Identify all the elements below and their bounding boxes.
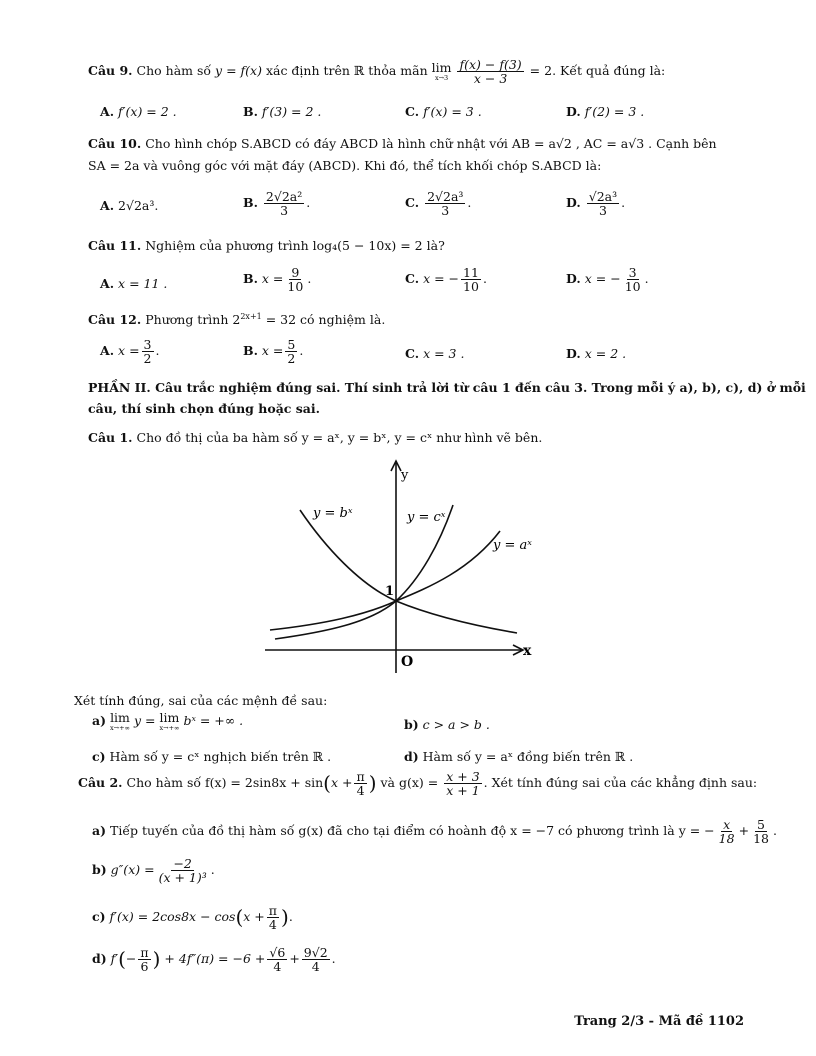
q9-stem [88, 58, 665, 85]
item-key: a) [92, 713, 107, 728]
item-key: a) [92, 823, 107, 839]
item-f: f′ [110, 951, 119, 967]
q9-equals: = 2 [529, 63, 553, 79]
frac-den: 10 [287, 279, 304, 295]
p2q1-text: Cho đồ thị của ba hàm số y = aˣ, y = bˣ, y = cˣ như hình vẽ bên. [136, 430, 543, 445]
q10-option-d[interactable]: D. $\frac{\text{√2a³}}{3}$ . [566, 189, 626, 219]
p2q1-stem [88, 430, 542, 445]
frac-den: 10 [463, 279, 479, 295]
option-key: A. [100, 104, 115, 119]
item-key: b) [404, 717, 419, 732]
item-text: c > a > b . [422, 717, 490, 732]
q11-text: Nghiệm của phương trình log₄(5 − 10x) = 2 là? [145, 238, 445, 253]
option-key: B. [243, 104, 258, 119]
q10-option-a[interactable] [100, 198, 158, 213]
frac-den: 4 [356, 783, 365, 799]
q12-label: Câu 12. [88, 312, 142, 327]
frac-num: π [140, 945, 149, 960]
frac-sqrt6-4 [267, 946, 287, 973]
lim-sub: x→+∞ [159, 723, 180, 732]
option-key: C. [405, 271, 420, 287]
item-a-tail: bˣ = +∞ . [183, 713, 244, 728]
q12-option-d[interactable] [566, 346, 626, 361]
q9-option-a[interactable] [100, 104, 177, 119]
p2q1-item-b[interactable] [404, 717, 490, 732]
frac-den: 3 [441, 203, 450, 219]
frac-den: 18 [753, 831, 769, 847]
frac-num: 3 [143, 337, 152, 352]
p2q2-text-before: Cho hàm số f(x) = 2sin8x + sin [126, 775, 324, 791]
curve-c [275, 505, 453, 639]
frac-num: x + 3 [446, 769, 480, 784]
intercept-label: 1 [385, 584, 395, 599]
curve-b [300, 510, 517, 633]
option-fraction [587, 190, 619, 217]
option-text: f′(x) = 3 . [423, 104, 482, 119]
frac-den: 18 [718, 831, 735, 847]
frac-den: 3 [598, 203, 607, 219]
option-key: C. [405, 104, 420, 119]
option-fraction [142, 338, 154, 365]
option-text: x = 11 . [118, 276, 168, 291]
frac-den: 4 [311, 959, 320, 975]
q12-option-a[interactable]: A. x = $\frac{3}{2}$ . [100, 337, 160, 367]
p2q2-item-c[interactable]: c) f′(x) = 2cos8x − cos(x + $\frac{\pi}{4}$ ). [92, 903, 293, 933]
option-text: f′(x) = 2 . [118, 104, 177, 119]
p2q2-item-a[interactable]: a) Tiếp tuyến của đồ thị hàm số g(x) đã cho tại điểm có hoành độ x = −7 có phương trình là y = − $\frac{x}{18}$ + $\frac{5}{18}$ . [92, 817, 777, 847]
q10-option-b[interactable]: B. $\frac{\text{2√2a²}}{3}$ . [243, 189, 311, 219]
p2q2-text-after: . Xét tính đúng sai của các khẳng định sau: [483, 775, 758, 791]
q11-option-d[interactable]: D. x = − $\frac{3}{10}$ . [566, 265, 649, 295]
pi-over-6 [138, 946, 150, 973]
item-text: Tiếp tuyến của đồ thị hàm số g(x) đã cho tại điểm có hoành độ x = −7 có phương trình là y = − [110, 823, 715, 839]
option-prefix: x = [118, 343, 140, 359]
q11-option-a[interactable] [100, 276, 167, 291]
frac-x-18 [717, 818, 737, 845]
curve-b-label: y = bˣ [313, 506, 353, 521]
option-fraction [425, 190, 465, 217]
plus: + [289, 951, 300, 967]
frac-den: 4 [268, 917, 277, 933]
paren-open: ( [235, 905, 244, 930]
option-fraction [461, 266, 481, 293]
option-text: f′(2) = 3 . [584, 104, 645, 119]
frac-num: π [356, 769, 365, 784]
origin-label: O [401, 654, 414, 670]
q11-stem [88, 238, 445, 253]
q12-stem [88, 312, 385, 327]
q9-label: Câu 9. [88, 63, 133, 79]
curve-a [270, 531, 500, 630]
pi-over-4 [354, 770, 366, 797]
frac-num: π [268, 903, 277, 918]
option-prefix: x = − [584, 271, 621, 287]
frac-num: 9 [291, 265, 300, 280]
frac-den: 3 [280, 203, 289, 219]
frac-den: 4 [273, 959, 282, 975]
q9-option-b[interactable] [243, 104, 321, 119]
q9-lim-sub: x→3 [434, 73, 449, 82]
q9-option-d[interactable] [566, 104, 644, 119]
paren-close: ) [368, 771, 377, 796]
option-fraction [623, 266, 643, 293]
option-fraction [285, 266, 305, 293]
q9-limit [432, 62, 452, 81]
q9-den: x − 3 [473, 71, 508, 87]
frac-num: 11 [463, 265, 479, 280]
q12-option-b[interactable]: B. x = $\frac{5}{2}$ . [243, 337, 304, 367]
item-a-limit2 [159, 712, 179, 731]
q9-text-mid: xác định trên ℝ thỏa mãn [265, 63, 428, 79]
option-key: B. [243, 343, 258, 359]
p2q2-stem [78, 770, 757, 797]
q12-text-before: Phương trình [145, 312, 229, 327]
q9-text-before: Cho hàm số [136, 63, 212, 79]
item-text: f′(x) = 2cos8x − cos [109, 909, 236, 925]
p2q2-and: và g(x) = [380, 775, 439, 791]
paren-open: ( [118, 947, 126, 972]
frac-den: 10 [624, 279, 641, 295]
q11-option-b[interactable]: B. x = $\frac{9}{10}$ . [243, 265, 312, 295]
p2q2-arg: x + [330, 775, 353, 791]
frac-num: −2 [173, 856, 192, 871]
item-key: c) [92, 749, 106, 764]
item-key: d) [92, 951, 107, 967]
y-axis-label: y [401, 468, 409, 483]
q12-exp: 2x+1 [240, 312, 262, 321]
p2q2-item-d[interactable]: d) f′(− $\frac{\pi}{6}$ ) + 4f″(π) = −6 + $\frac{√6}{4}$ + $\frac{9√2}{4}$ . [92, 945, 336, 975]
p2q1-item-c[interactable] [92, 749, 331, 764]
lim-word: lim [159, 710, 180, 725]
x-axis-label: x [523, 643, 532, 659]
q10-option-c[interactable]: C. $\frac{\text{2√2a³}}{3}$ . [405, 189, 472, 219]
option-key: A. [100, 276, 115, 291]
p2q1-item-d[interactable] [404, 749, 633, 764]
q9-option-c[interactable] [405, 104, 482, 119]
option-text: 2√2a³. [118, 198, 159, 213]
option-text: x = 3 . [423, 346, 465, 361]
item-text: Hàm số y = aˣ đồng biến trên ℝ . [422, 749, 634, 764]
option-text: f′(3) = 2 . [261, 104, 322, 119]
plus: + [738, 823, 750, 839]
option-fraction [264, 190, 304, 217]
frac-den: 6 [140, 959, 149, 975]
paren-close: ) [281, 905, 289, 930]
frac-num: x [723, 817, 731, 832]
option-key: A. [100, 198, 115, 213]
p2q2-item-b[interactable]: b) g″(x) = $\frac{-2}{\text{(x + 1)³}}$ . [92, 856, 215, 886]
q12-base: 2 [232, 312, 241, 327]
curve-c-label: y = cˣ [407, 510, 446, 525]
part2-heading-line1: PHẦN II. Câu trắc nghiệm đúng sai. Thí sinh trả lời từ câu 1 đến câu 3. Trong mỗi ý a), b), c), d) ở mỗi [88, 380, 806, 395]
q9-num: f(x) − f(3) [459, 57, 522, 72]
frac-9sqrt2-4 [302, 946, 330, 973]
q12-option-c[interactable] [405, 346, 464, 361]
q10-line1 [88, 136, 717, 151]
item-mid: + 4f″(π) = −6 + [164, 951, 266, 967]
q12-text-after: = 32 có nghiệm là. [265, 312, 386, 327]
p2q1-label: Câu 1. [88, 430, 133, 445]
frac-num: 9√2 [303, 945, 328, 960]
frac-den: (x + 1)³ [158, 870, 207, 886]
frac-den: 2 [287, 351, 296, 367]
option-prefix: x = − [423, 271, 460, 287]
q9-func: y = f(x) [215, 63, 262, 79]
option-key: D. [566, 271, 581, 287]
lim-sub: x→+∞ [110, 723, 130, 732]
frac-num: 5 [287, 337, 296, 352]
option-key: B. [243, 271, 258, 287]
lim-word: lim [110, 710, 130, 725]
curve-a-label: y = aˣ [493, 538, 532, 553]
option-prefix: x = [261, 271, 284, 287]
option-text: x = 2 . [584, 346, 627, 361]
frac-num: 2√2a³ [427, 189, 464, 204]
q11-option-c[interactable]: C. x = − $\frac{11}{10}$ . [405, 265, 487, 295]
item-key: b) [92, 862, 107, 878]
option-fraction [285, 338, 297, 365]
frac-den: x + 1 [446, 783, 480, 799]
q9-fraction [457, 58, 523, 85]
g-fraction [444, 770, 481, 797]
p2q1-item-a[interactable] [92, 712, 243, 731]
frac-5-18 [751, 818, 771, 845]
q11-label: Câu 11. [88, 238, 142, 253]
item-a-mid: y = [133, 713, 156, 728]
p2q2-label: Câu 2. [78, 775, 123, 791]
frac-den: 2 [143, 351, 152, 367]
q10-line1-text: Cho hình chóp S.ABCD có đáy ABCD là hình chữ nhật với AB = a√2 , AC = a√3 . Cạnh bên [145, 136, 717, 151]
option-key: C. [405, 346, 420, 361]
item-a-limit1 [110, 712, 130, 731]
q9-text-after: . Kết quả đúng là: [552, 63, 666, 79]
option-key: A. [100, 343, 115, 359]
item-text: Hàm số y = cˣ nghịch biến trên ℝ . [109, 749, 332, 764]
paren-open: ( [323, 771, 331, 796]
frac-num: 5 [757, 817, 765, 832]
frac-num: √6 [269, 945, 286, 960]
frac-num: 2√2a² [265, 189, 303, 204]
item-key: c) [92, 909, 106, 925]
option-key: D. [566, 104, 581, 119]
page-footer: Trang 2/3 - Mã đề 1102 [574, 1014, 744, 1029]
option-key: B. [243, 195, 258, 211]
q10-label: Câu 10. [88, 136, 142, 151]
frac-num: √2a³ [588, 189, 618, 204]
item-prefix: g″(x) = [110, 862, 155, 878]
paren-close: ) [152, 947, 161, 972]
p2q1-prompt: Xét tính đúng, sai của các mệnh đề sau: [74, 693, 328, 708]
frac-num: 3 [628, 265, 637, 280]
item-arg: x + [243, 909, 265, 925]
item-key: d) [404, 749, 419, 764]
option-prefix: x = [261, 343, 284, 359]
q9-lim-word: lim [431, 60, 452, 76]
part2-heading-line2: câu, thí sinh chọn đúng hoặc sai. [88, 401, 320, 416]
option-key: C. [405, 195, 420, 211]
item-fraction [157, 857, 209, 884]
option-key: D. [566, 195, 581, 211]
q10-line2: SA = 2a và vuông góc với mặt đáy (ABCD). Khi đó, thể tích khối chóp S.ABCD là: [88, 158, 602, 173]
pi-over-4 [267, 904, 279, 931]
exponential-graph [255, 455, 555, 680]
option-key: D. [566, 346, 581, 361]
